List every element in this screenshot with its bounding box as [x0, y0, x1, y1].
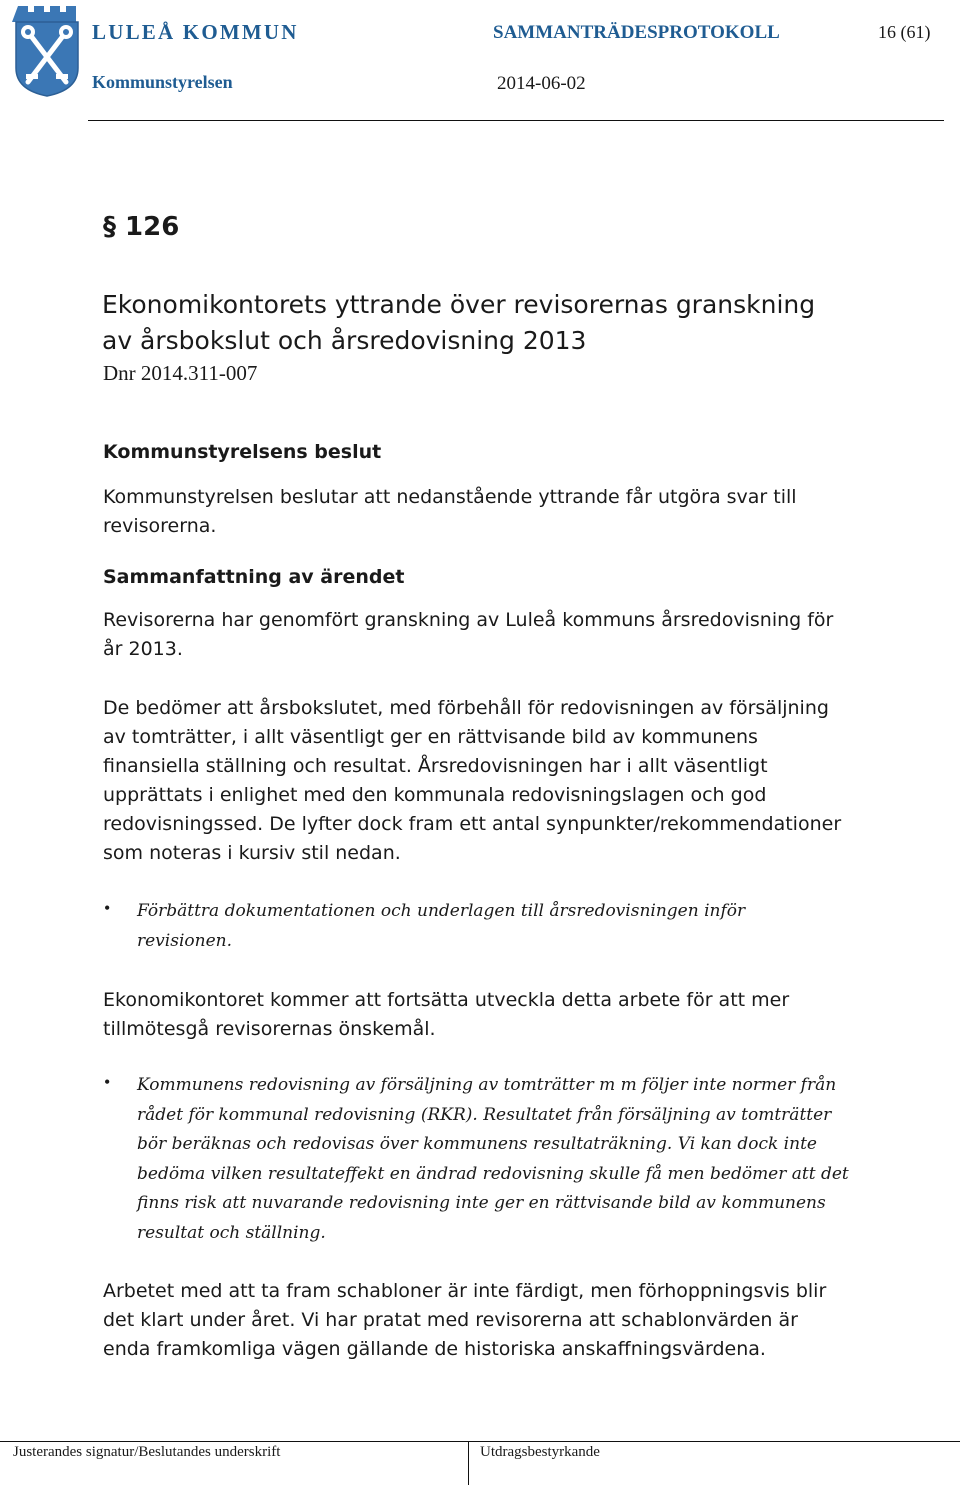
decision-text: [103, 483, 797, 541]
bullet-icon: •: [104, 898, 111, 918]
text-line: bedöma vilken resultateffekt en ändrad redovisning skulle få men bedömer att det: [137, 1163, 849, 1184]
text-line: revisorerna.: [103, 515, 217, 537]
text-line: det klart under året. Vi har pratat med revisorerna att schablonvärden är: [103, 1309, 798, 1331]
header-divider: [88, 120, 944, 121]
text-line: upprättats i enlighet med den kommunala redovisningslagen och god: [103, 784, 767, 806]
meeting-date: 2014-06-02: [497, 73, 586, 94]
summary-paragraph-1: [103, 606, 833, 664]
text-line: finansiella ställning och resultat. Årsredovisningen har i allt väsentligt: [103, 755, 768, 777]
paragraph-number: § 126: [103, 212, 180, 242]
certification-label: Utdragsbestyrkande: [480, 1444, 600, 1460]
organization-name: LULEÅ KOMMUN: [92, 20, 299, 44]
page-number: 16 (61): [878, 22, 931, 42]
text-line: rådet för kommunal redovisning (RKR). Resultatet från försäljning av tomträtter: [137, 1104, 832, 1125]
auditor-recommendation-2: [137, 1071, 849, 1248]
auditor-recommendation-1: [137, 897, 745, 956]
text-line: Arbetet med att ta fram schabloner är inte färdigt, men förhoppningsvis blir: [103, 1280, 827, 1302]
summary-paragraph-4: [103, 1277, 826, 1364]
case-number: Dnr 2014.311-007: [103, 361, 258, 385]
summary-heading: Sammanfattning av ärendet: [103, 566, 405, 588]
text-line: tillmötesgå revisorernas önskemål.: [103, 1018, 436, 1040]
text-line: Revisorerna har genomfört granskning av Luleå kommuns årsredovisning för: [103, 609, 834, 631]
text-line: De bedömer att årsbokslutet, med förbehåll för redovisningen av försäljning: [103, 697, 829, 719]
title-line: av årsbokslut och årsredovisning 2013: [102, 326, 587, 355]
summary-paragraph-2: [103, 694, 841, 868]
text-line: Kommunens redovisning av försäljning av tomträtter m m följer inte normer från: [137, 1075, 837, 1095]
text-line: bör beräknas och redovisas över kommunens resultaträkning. Vi kan dock inte: [137, 1134, 817, 1154]
text-line: Förbättra dokumentationen och underlagen till årsredovisningen inför: [137, 901, 746, 921]
footer-divider: [0, 1441, 960, 1442]
page-title: [102, 287, 882, 359]
text-line: enda framkomliga vägen gällande de historiska anskaffningsvärdena.: [103, 1338, 766, 1360]
text-line: Kommunstyrelsen beslutar att nedanstående yttrande får utgöra svar till: [103, 486, 797, 508]
bullet-icon: •: [104, 1072, 111, 1092]
text-line: år 2013.: [103, 638, 183, 660]
document-type: SAMMANTRÄDESPROTOKOLL: [493, 22, 780, 43]
text-line: redovisningssed. De lyfter dock fram ett antal synpunkter/rekommendationer: [103, 813, 842, 835]
board-name: Kommunstyrelsen: [92, 72, 233, 92]
summary-paragraph-3: [103, 986, 789, 1044]
text-line: som noteras i kursiv stil nedan.: [103, 842, 401, 864]
decision-heading: Kommunstyrelsens beslut: [103, 441, 382, 463]
lulea-coat-of-arms-icon: [12, 2, 82, 98]
text-line: av tomträtter, i allt väsentligt ger en rättvisande bild av kommunens: [103, 726, 758, 748]
title-line: Ekonomikontorets yttrande över revisorernas granskning: [102, 290, 816, 319]
text-line: finns risk att nuvarande redovisning inte ger en rättvisande bild av kommunens: [137, 1193, 826, 1213]
text-line: Ekonomikontoret kommer att fortsätta utveckla detta arbete för att mer: [103, 989, 790, 1011]
signature-label: Justerandes signatur/Beslutandes underskrift: [13, 1444, 281, 1460]
text-line: revisionen.: [137, 930, 232, 951]
text-line: resultat och ställning.: [137, 1222, 326, 1243]
footer-column-divider: [468, 1441, 469, 1485]
